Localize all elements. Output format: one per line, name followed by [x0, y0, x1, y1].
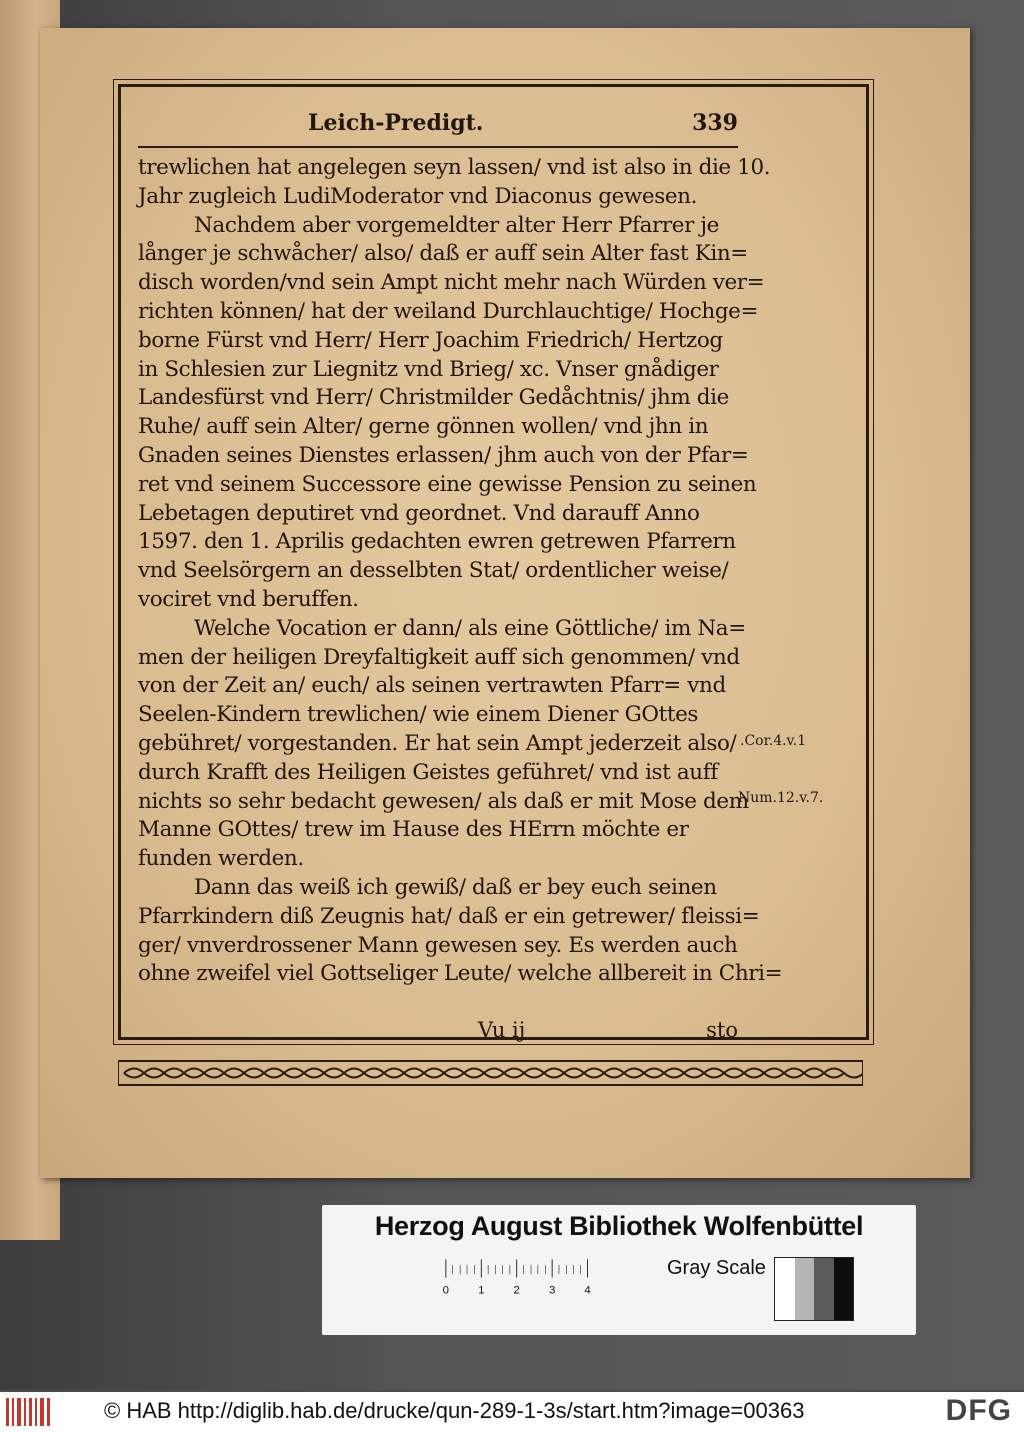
ornament-border [118, 1060, 863, 1086]
ruler-label: 0 [442, 1284, 450, 1297]
text-line: men der heiligen Dreyfaltigkeit auff sich genommen/ vnd [138, 644, 740, 670]
ruler-label: 1 [478, 1284, 485, 1297]
text-line: Nachdem aber vorgemeldter alter Herr Pfarrer je [194, 212, 719, 238]
gray-patch [775, 1258, 795, 1320]
text-line: Seelen-Kindern trewlichen/ wie einem Diener GOttes [138, 702, 699, 728]
text-line: Gnaden seines Dienstes erlassen/ jhm auch von der Pfar= [138, 442, 749, 468]
text-line: Manne GOttes/ trew im Hause des HErrn möchte er [138, 817, 689, 843]
running-title: Leich-Predigt. [308, 110, 484, 136]
gray-patch [834, 1258, 854, 1320]
text-line: Landesfürst vnd Herr/ Christmilder Gedåchtnis/ jhm die [138, 385, 729, 411]
gray-scale-swatch [774, 1257, 854, 1321]
text-line: richten können/ hat der weiland Durchlauchtige/ Hochge= [138, 298, 759, 324]
page-footer-line [138, 1018, 738, 1048]
ruler-label: 3 [548, 1284, 556, 1297]
text-line: Dann das weiß ich gewiß/ daß er bey euch seinen [194, 874, 717, 900]
text-line: 1597. den 1. Aprilis gedachten ewren getrewen Pfarrern [138, 529, 736, 555]
text-line: Pfarrkindern diß Zeugnis hat/ daß er ein getrewer/ fleissi= [138, 903, 760, 929]
text-line: durch Krafft des Heiligen Geistes geführet/ vnd ist auff [138, 759, 718, 785]
text-line: nichts so sehr bedacht gewesen/ als daß er mit Mose dem [138, 788, 749, 814]
scale-ruler [388, 1257, 658, 1297]
text-line: Ruhe/ auff sein Alter/ gerne gönnen wollen/ vnd jhn in [138, 414, 709, 440]
text-line: disch worden/vnd sein Ampt nicht mehr nach Würden ver= [138, 270, 765, 296]
gray-scale-label: Gray Scale [667, 1257, 766, 1279]
text-line: borne Fürst vnd Herr/ Herr Joachim Friedrich/ Hertzog [138, 327, 723, 353]
text-line: vociret vnd beruffen. [138, 586, 359, 612]
color-calibration-bar [322, 1205, 916, 1335]
text-line: von der Zeit an/ euch/ als seinen vertrawten Pfarr= vnd [138, 673, 726, 699]
margin-note: .Cor.4.v.1 [740, 733, 807, 749]
footer-bar [0, 1392, 1024, 1432]
text-line: trewlichen hat angelegen seyn lassen/ vnd ist also in die 10. [138, 155, 771, 180]
text-line: ret vnd seinem Successore eine gewisse Pension zu seinen [138, 471, 757, 497]
text-line: ger/ vnverdrossener Mann gewesen sey. Es werden auch [138, 932, 738, 958]
text-line: Welche Vocation er dann/ als eine Göttliche/ im Na= [194, 615, 746, 641]
text-line: ohne zweifel viel Gottseliger Leute/ welche allbereit in Chri= [138, 961, 783, 987]
barcode-icon [6, 1398, 50, 1426]
margin-note: Num.12.v.7. [738, 790, 824, 806]
text-line: långer je schwåcher/ also/ daß er auff sein Alter fast Kin= [138, 241, 748, 267]
text-line: in Schlesien zur Liegnitz vnd Brieg/ xc. Vnser gnådiger [138, 356, 719, 382]
library-name: Herzog August Bibliothek Wolfenbüttel [374, 1211, 864, 1241]
signature-mark: Vu ij [478, 1018, 526, 1042]
text-line: Jahr zugleich LudiModerator vnd Diaconus gewesen. [138, 183, 698, 209]
ruler-label: 2 [513, 1284, 520, 1297]
page-number: 339 [692, 110, 738, 136]
ruler-label: 4 [584, 1284, 591, 1297]
text-line: funden werden. [138, 846, 304, 872]
text-line: vnd Seelsörgern an desselbten Stat/ ordentlicher weise/ [138, 558, 729, 584]
catchword: sto [706, 1018, 738, 1042]
text-line: Lebetagen deputiret vnd geordnet. Vnd darauff Anno [138, 500, 700, 526]
gray-patch [795, 1258, 815, 1320]
copyright-url[interactable]: © HAB http://diglib.hab.de/drucke/qun-289-1-3s/start.htm?image=00363 [104, 1398, 805, 1423]
text-line: gebühret/ vorgestanden. Er hat sein Ampt jederzeit also/ [138, 730, 737, 756]
gray-patch [814, 1258, 834, 1320]
dfg-logo: DFG [945, 1394, 1012, 1427]
page-header [138, 110, 738, 148]
